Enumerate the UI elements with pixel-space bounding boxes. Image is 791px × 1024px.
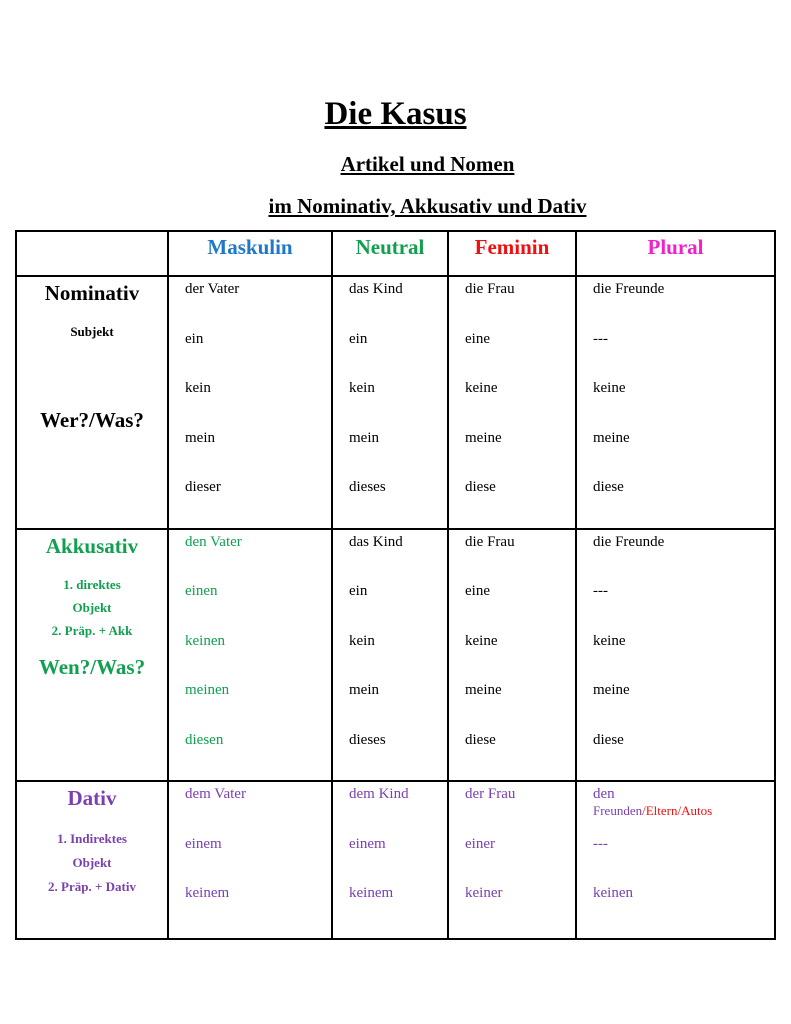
akkusativ-question: Wen?/Was? (38, 654, 146, 679)
dativ-sub1: 1. Indirektes (57, 831, 127, 846)
form: keinem (185, 885, 230, 901)
nominativ-maskulin (168, 276, 332, 529)
col-neutral: Neutral (332, 231, 448, 276)
form: mein (185, 429, 215, 446)
akkusativ-sub1: 1. direktes (63, 576, 121, 592)
form: einem (185, 835, 222, 852)
page-title: Die Kasus (324, 96, 467, 132)
dativ-sub2: 2. Präp. + Dativ (48, 879, 136, 894)
dativ-neutral (332, 781, 448, 939)
form: der Frau (465, 786, 516, 802)
form: die Frau (465, 533, 515, 550)
akkusativ-feminin (448, 529, 576, 782)
form: meine (465, 429, 502, 446)
subtitle-1: Artikel und Nomen (340, 152, 515, 176)
form: kein (349, 632, 375, 649)
form: dieser (185, 479, 221, 495)
nominativ-label-cell (16, 276, 168, 529)
form: mein (349, 682, 379, 698)
form: keinen (593, 885, 633, 901)
dativ-maskulin (168, 781, 332, 939)
form: eine (465, 330, 490, 347)
col-maskulin: Maskulin (168, 231, 332, 276)
form: meine (593, 429, 630, 446)
corner-cell (16, 231, 168, 276)
form: dem Kind (349, 786, 409, 802)
form: diese (593, 731, 624, 748)
form: einer (465, 835, 495, 852)
form: dieses (349, 479, 386, 495)
dativ-feminin (448, 781, 576, 939)
form: dieses (349, 731, 386, 748)
akkusativ-label-cell (16, 529, 168, 782)
form: keine (465, 380, 498, 396)
akkusativ-plural (576, 529, 775, 782)
form: die Freunde (593, 281, 665, 297)
col-feminin: Feminin (448, 231, 576, 276)
form: --- (593, 583, 608, 599)
form: diese (593, 479, 624, 495)
form: ein (349, 583, 368, 599)
form: keinem (349, 885, 394, 901)
akkusativ-maskulin (168, 529, 332, 782)
form: --- (593, 330, 608, 347)
form: ein (349, 330, 368, 347)
dativ-name: Dativ (67, 786, 117, 810)
form: meine (593, 682, 630, 698)
form: das Kind (349, 533, 403, 550)
akkusativ-name: Akkusativ (45, 533, 139, 558)
nominativ-plural (576, 276, 775, 529)
dativ-plural (576, 781, 775, 939)
col-plural: Plural (576, 231, 775, 276)
form: meinen (185, 682, 230, 698)
form: diese (465, 731, 496, 748)
form: keine (593, 380, 626, 396)
form: --- (593, 835, 608, 852)
form: ein (185, 330, 204, 347)
noun-eltern: Eltern (645, 803, 678, 818)
form: einen (185, 583, 218, 599)
nominativ-neutral (332, 276, 448, 529)
form: keiner (465, 885, 503, 901)
akkusativ-sub1b: Objekt (72, 599, 112, 615)
form: meine (465, 682, 502, 698)
form: diesen (185, 731, 224, 748)
form: den Vater (185, 533, 242, 550)
form: mein (349, 429, 379, 446)
akkusativ-row (16, 529, 775, 782)
header-row (16, 231, 775, 276)
subtitle-2: im Nominativ, Akkusativ und Dativ (268, 194, 587, 218)
nominativ-name: Nominativ (44, 281, 140, 305)
nominativ-feminin (448, 276, 576, 529)
form: keine (465, 632, 498, 649)
form: das Kind (349, 281, 403, 297)
form: eine (465, 583, 490, 599)
form: die Frau (465, 281, 515, 297)
noun-freunden: Freunden (593, 803, 643, 818)
form: dem Vater (185, 786, 246, 802)
dativ-label-cell (16, 781, 168, 939)
dativ-row (16, 781, 775, 939)
kasus-table (15, 230, 776, 940)
form: kein (349, 380, 375, 396)
form: einem (349, 835, 386, 852)
noun-autos: Autos (681, 803, 713, 818)
akkusativ-sub2: 2. Präp. + Akk (51, 622, 133, 638)
form-article: den (593, 786, 615, 802)
plural-nouns (593, 803, 774, 819)
noun-sep: / (677, 803, 682, 818)
form: die Freunde (593, 533, 665, 550)
form: kein (185, 380, 211, 396)
form (593, 785, 774, 835)
form: der Vater (185, 281, 240, 297)
akkusativ-neutral (332, 529, 448, 782)
noun-sep: / (642, 803, 646, 818)
nominativ-row (16, 276, 775, 529)
nominativ-sub: Subjekt (70, 324, 114, 339)
nominativ-question: Wer?/Was? (40, 408, 144, 432)
form: diese (465, 479, 496, 495)
form: keine (593, 632, 626, 649)
dativ-sub1b: Objekt (72, 855, 112, 870)
form: keinen (185, 632, 225, 649)
